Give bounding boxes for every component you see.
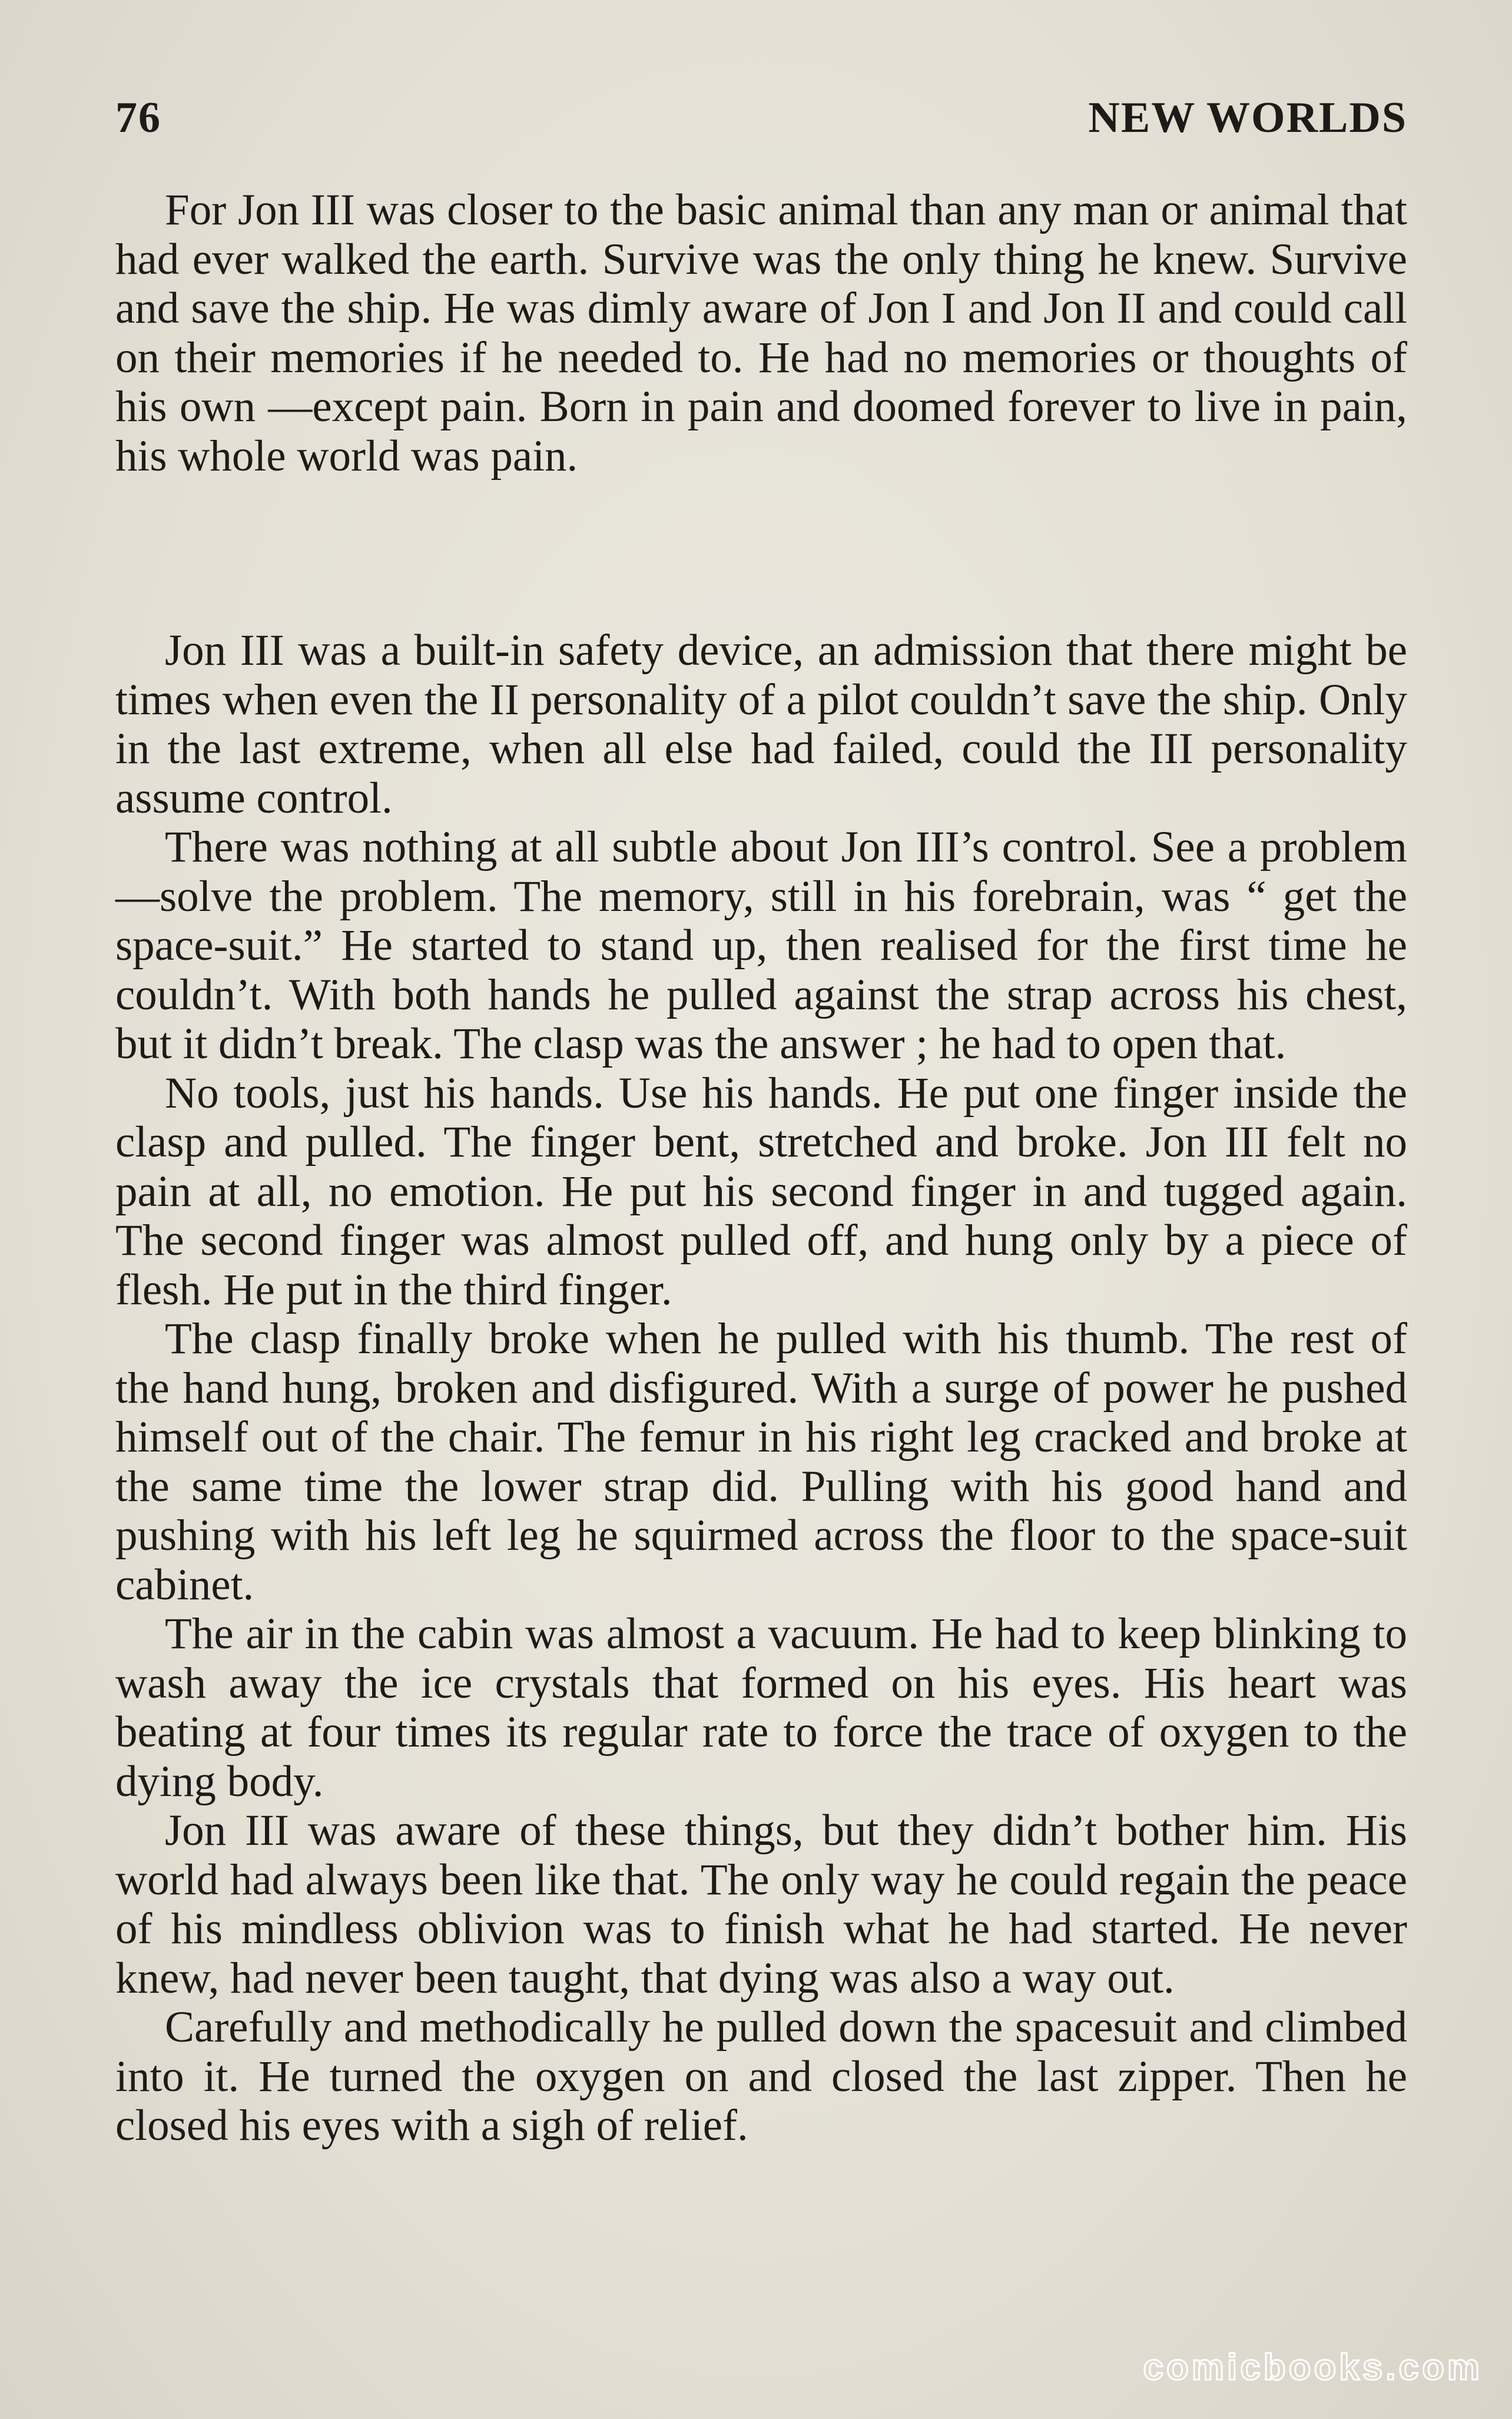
paragraph: Jon III was aware of these things, but they didn’t bother him. His world had always been like that. The only way he could regain the peace of his mindless oblivion was to finish what he had started. He never knew, had never been taught, that dying was also a way out. [115, 1806, 1407, 2003]
running-title: NEW WORLDS [1088, 93, 1407, 142]
paragraph: For Jon III was closer to the basic animal than any man or animal that had ever walked the earth. Survive was the only thing he knew. Survive and save the ship. He was dimly aware of Jon I and Jon II and could call on their memories if he needed to. He had no memories or thoughts of his own —except pain. Born in pain and doomed forever to live in pain, his whole world was pain. [115, 185, 1407, 481]
watermark: comicbooks.com [1143, 2347, 1483, 2388]
paragraph: No tools, just his hands. Use his hands. He put one finger inside the clasp and pulled. The finger bent, stretched and broke. Jon III felt no pain at all, no emotion. He put his second finger in and tugged again. The second finger was almost pulled off, and hung only by a piece of flesh. He put in the third finger. [115, 1068, 1407, 1314]
paragraph: The clasp finally broke when he pulled with his thumb. The rest of the hand hung, broken and disfigured. With a surge of power he pushed himself out of the chair. The femur in his right leg cracked and broke at the same time the lower strap did. Pulling with his good hand and pushing with his left leg he squirmed across the floor to the space-suit cabinet. [115, 1314, 1407, 1609]
text-block-2 [115, 626, 1407, 2150]
page-number: 76 [115, 93, 161, 142]
paragraph: Carefully and methodically he pulled down the spacesuit and climbed into it. He turned the oxygen on and closed the last zipper. Then he closed his eyes with a sigh of relief. [115, 2003, 1407, 2150]
paragraph: Jon III was a built-in safety device, an admission that there might be times when even the II personality of a pilot couldn’t save the ship. Only in the last extreme, when all else had failed, could the III personality assume control. [115, 626, 1407, 823]
running-header [115, 88, 1407, 147]
paragraph: There was nothing at all subtle about Jon III’s control. See a problem—solve the problem. The memory, still in his forebrain, was “ get the space-suit.” He started to stand up, then realised for the first time he couldn’t. With both hands he pulled against the strap across his chest, but it didn’t break. The clasp was the answer ; he had to open that. [115, 823, 1407, 1068]
paragraph: The air in the cabin was almost a vacuum. He had to keep blinking to wash away the ice crystals that formed on his eyes. His heart was beating at four times its regular rate to force the trace of oxygen to the dying body. [115, 1609, 1407, 1806]
text-block-1 [115, 185, 1407, 481]
